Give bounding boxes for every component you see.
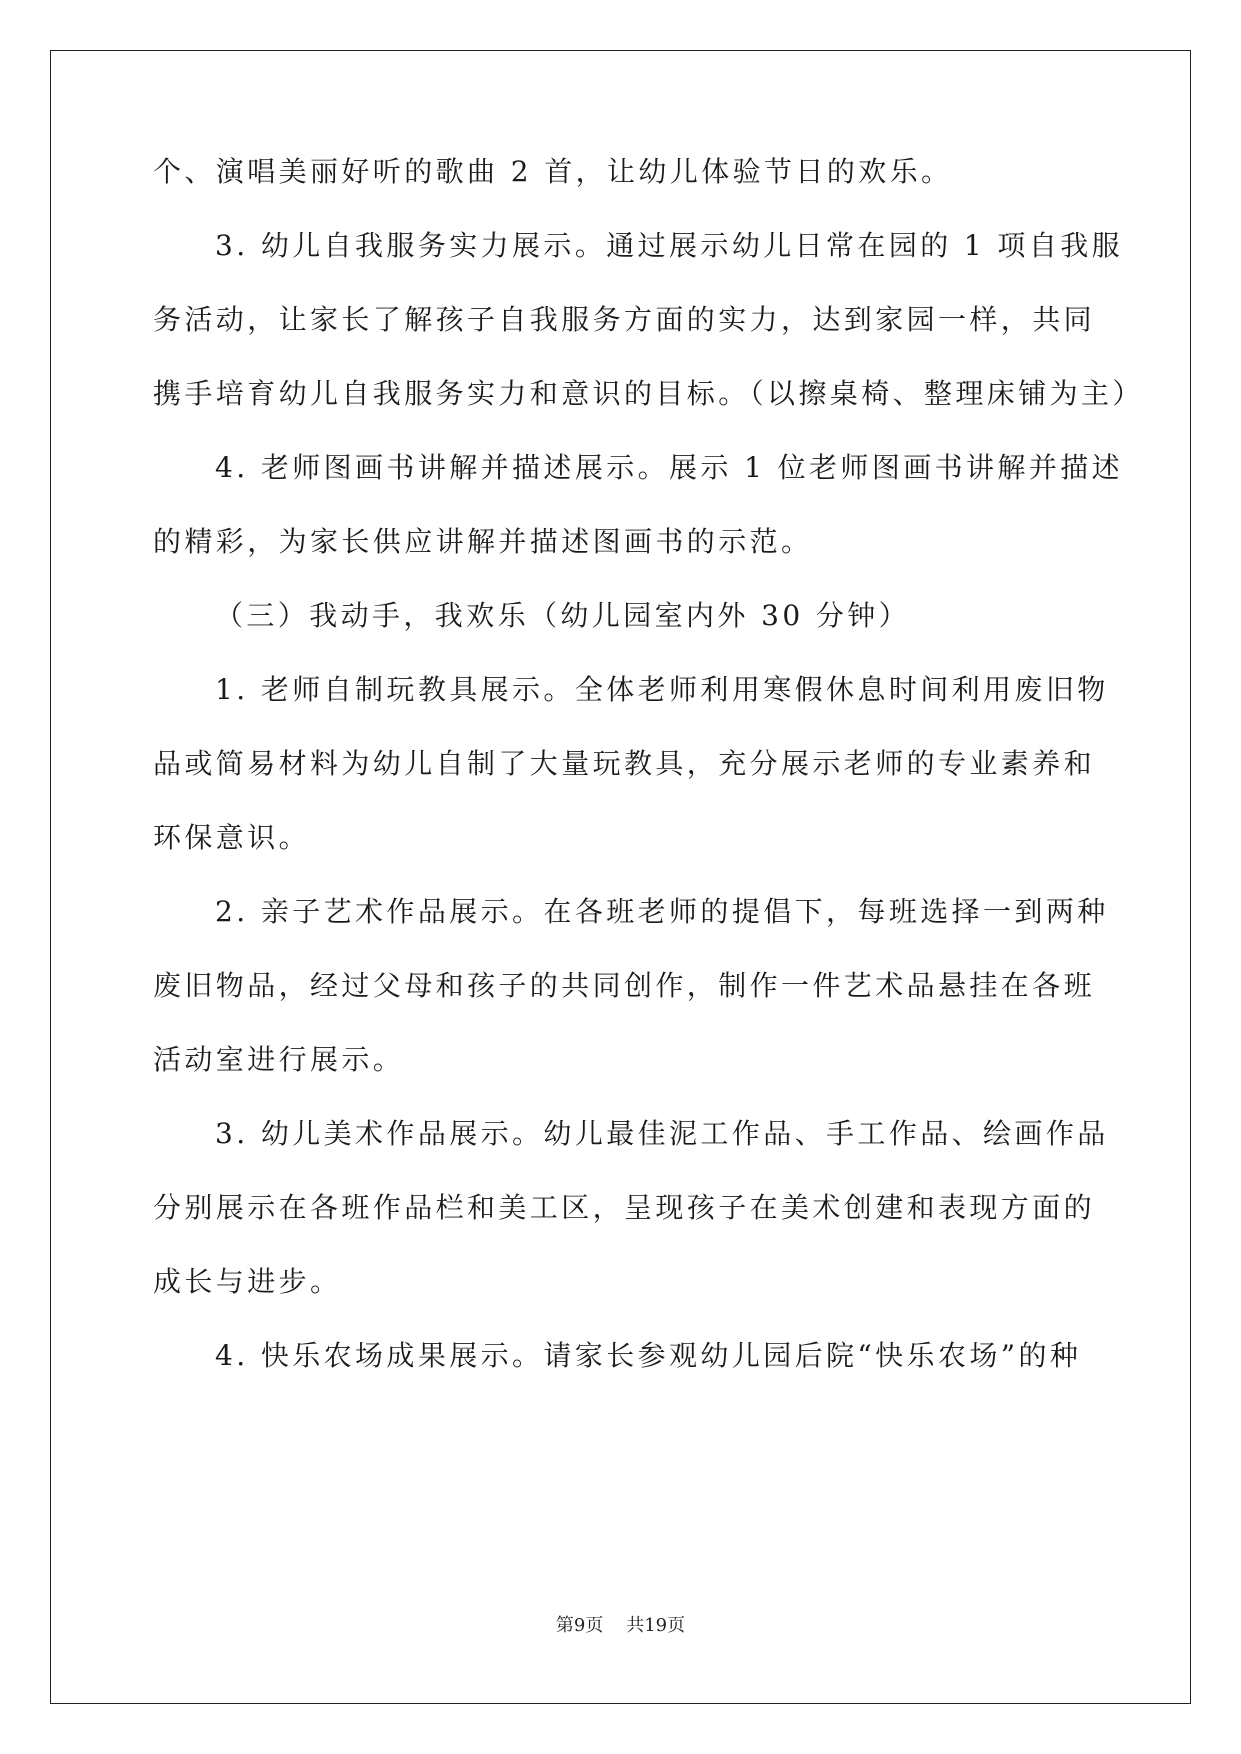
text-line: 成长与进步。 [153, 1265, 342, 1298]
text-line: 3. 幼儿自我服务实力展示。通过展示幼儿日常在园的 1 项自我服 [215, 229, 1124, 262]
text-line: 个、演唱美丽好听的歌曲 2 首，让幼儿体验节日的欢乐。 [153, 155, 953, 188]
text-line: 2. 亲子艺术作品展示。在各班老师的提倡下，每班选择一到两种 [215, 895, 1109, 928]
page-border [50, 50, 1191, 1704]
text-line: 务活动，让家长了解孩子自我服务方面的实力，达到家园一样，共同 [153, 303, 1096, 336]
page-total: 共19页 [626, 1615, 686, 1636]
text-line: 活动室进行展示。 [153, 1043, 405, 1076]
page-number: 第9页 [555, 1615, 604, 1636]
text-line: 4. 快乐农场成果展示。请家长参观幼儿园后院“快乐农场”的种 [215, 1339, 1082, 1372]
text-line: 品或简易材料为幼儿自制了大量玩教具，充分展示老师的专业素养和 [153, 747, 1096, 780]
text-line: 的精彩，为家长供应讲解并描述图画书的示范。 [153, 525, 813, 558]
page-footer [0, 1611, 1241, 1637]
text-line: 4. 老师图画书讲解并描述展示。展示 1 位老师图画书讲解并描述 [215, 451, 1124, 484]
text-line: 1. 老师自制玩教具展示。全体老师利用寒假休息时间利用废旧物 [215, 673, 1109, 706]
text-line: 废旧物品，经过父母和孩子的共同创作，制作一件艺术品悬挂在各班 [153, 969, 1096, 1002]
text-line: 携手培育幼儿自我服务实力和意识的目标。（以擦桌椅、整理床铺为主） [153, 377, 1144, 410]
section-heading: （三）我动手，我欢乐（幼儿园室内外 30 分钟） [215, 599, 911, 632]
text-line: 环保意识。 [153, 821, 311, 854]
text-line: 3. 幼儿美术作品展示。幼儿最佳泥工作品、手工作品、绘画作品 [215, 1117, 1109, 1150]
text-line: 分别展示在各班作品栏和美工区，呈现孩子在美术创建和表现方面的 [153, 1191, 1096, 1224]
